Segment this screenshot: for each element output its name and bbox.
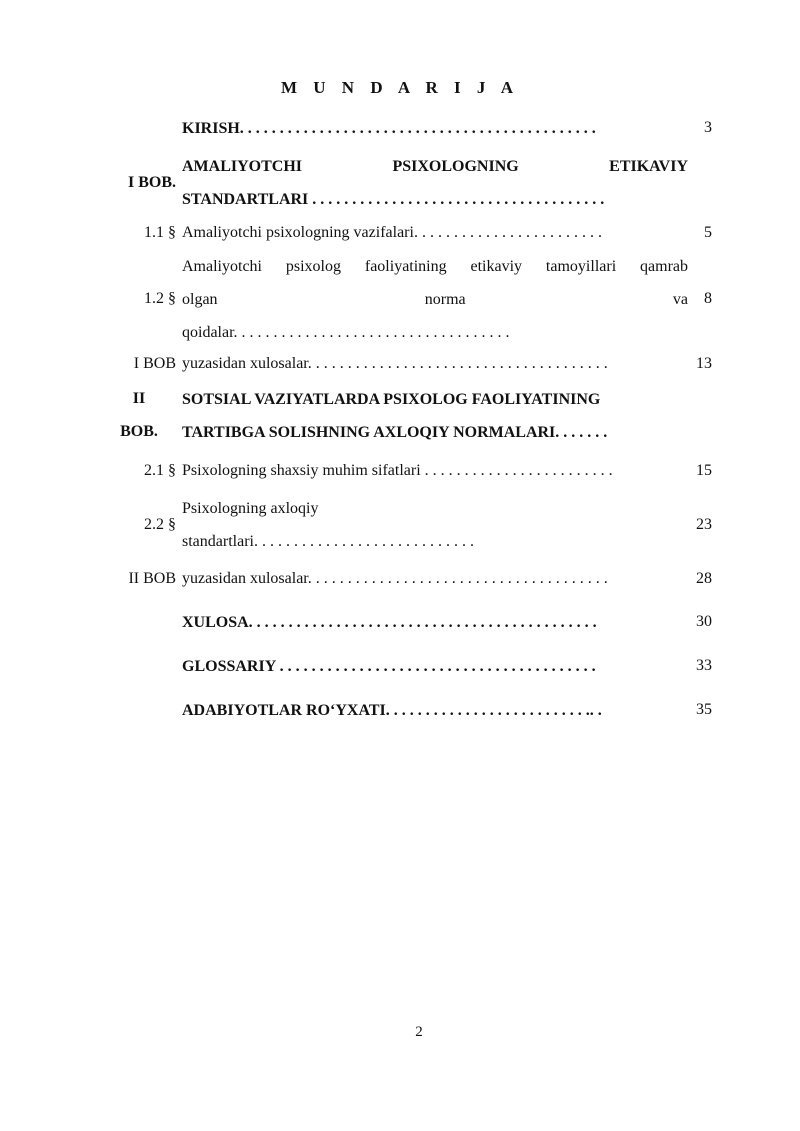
toc-entry-text: SOTSIAL VAZIYATLARDA PSIXOLOG FAOLIYATINING [182, 391, 601, 408]
toc-label: 1.1 § [144, 224, 176, 241]
toc-entry-text: XULOSA. . . . . . . . . . . . . . . . . . . . . . . . . . . . . . . . . . . . . . . . . . . . [182, 614, 597, 631]
page-number: 2 [415, 1024, 423, 1040]
toc-page-number: 8 [704, 290, 712, 307]
toc-entry-text: yuzasidan xulosalar. . . . . . . . . . . . . . . . . . . . . . . . . . . . . . . . . . . . . . [182, 355, 608, 372]
toc-page-number: 28 [696, 570, 712, 587]
toc-entry-text: qoidalar. . . . . . . . . . . . . . . . . . . . . . . . . . . . . . . . . . . [182, 324, 510, 341]
toc-page-number: 5 [704, 224, 712, 241]
toc-label: BOB. [120, 423, 158, 440]
toc-entry-text: TARTIBGA SOLISHNING AXLOQIY NORMALARI. . . . . . . [182, 424, 608, 441]
toc-entry-text: standartlari. . . . . . . . . . . . . . . . . . . . . . . . . . . . [182, 533, 474, 550]
toc-page-number: 13 [696, 355, 712, 372]
toc-page-number: 35 [696, 701, 712, 718]
toc-entry-text: Psixologning shaxsiy muhim sifatlari . . . . . . . . . . . . . . . . . . . . . . . . [182, 462, 613, 479]
toc-page-number: 23 [696, 516, 712, 533]
toc-label: 2.2 § [144, 516, 176, 533]
toc-entry-text: ADABIYOTLAR RO‘YXATI. . . . . . . . . . . . . . . . . . . . . . . . . .. . [182, 702, 602, 719]
toc-entry-text: yuzasidan xulosalar. . . . . . . . . . . . . . . . . . . . . . . . . . . . . . . . . . . . . . [182, 570, 608, 587]
toc-entry-text: KIRISH. . . . . . . . . . . . . . . . . . . . . . . . . . . . . . . . . . . . . . . . . . . . . [182, 120, 596, 137]
toc-page-number: 3 [704, 119, 712, 136]
toc-page-number: 30 [696, 613, 712, 630]
toc-entry-text: olgan norma va [182, 291, 688, 308]
toc-label: 1.2 § [144, 290, 176, 307]
page-title: M U N D A R I J A [280, 78, 519, 97]
toc-label: I BOB [133, 355, 176, 372]
toc-entry-text: STANDARTLARI . . . . . . . . . . . . . . . . . . . . . . . . . . . . . . . . . . . . . [182, 191, 605, 208]
toc-page-number: 33 [696, 657, 712, 674]
toc-label: II BOB [128, 570, 176, 587]
toc-label: I BOB. [127, 174, 176, 191]
toc-page-number: 15 [696, 462, 712, 479]
toc-entry-text: GLOSSARIY . . . . . . . . . . . . . . . . . . . . . . . . . . . . . . . . . . . . . . . . [182, 658, 596, 675]
toc-entry-text: AMALIYOTCHI PSIXOLOGNING ETIKAVIY [182, 158, 688, 175]
toc-entry-text: Amaliyotchi psixolog faoliyatining etikaviy tamoyillari qamrab [182, 258, 688, 275]
toc-label: 2.1 § [144, 462, 176, 479]
toc-label: II [132, 390, 146, 407]
toc-entry-text: Psixologning axloqiy [182, 500, 319, 517]
toc-entry-text: Amaliyotchi psixologning vazifalari. . . . . . . . . . . . . . . . . . . . . . . . [182, 224, 602, 241]
